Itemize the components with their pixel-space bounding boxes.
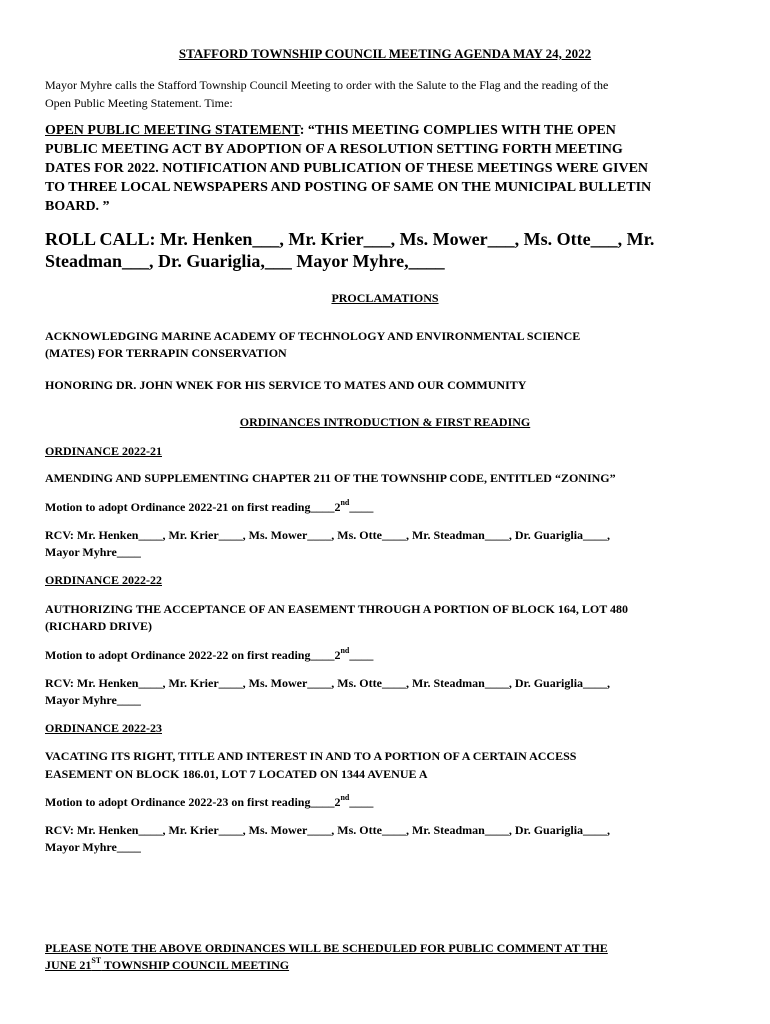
page-title: STAFFORD TOWNSHIP COUNCIL MEETING AGENDA MAY 24, 2022 [178,46,592,61]
ordinance-rcv-line-1: RCV: Mr. Henken____, Mr. Krier____, Ms. Mower____, Ms. Otte____, Mr. Steadman____, Dr. Guariglia____, [45,823,611,837]
ordinance-description: AUTHORIZING THE ACCEPTANCE OF AN EASEMENT THROUGH A PORTION OF BLOCK 164, LOT 480 [45,602,629,616]
ordinance-rcv-line-2: Mayor Myhre____ [45,693,141,707]
opma-statement-line-2: PUBLIC MEETING ACT BY ADOPTION OF A RESOLUTION SETTING FORTH MEETING [45,142,623,157]
intro-line-1: Mayor Myhre calls the Stafford Township Council Meeting to order with the Salute to the Flag and the reading of the [45,78,609,92]
ordinances-heading: ORDINANCES INTRODUCTION & FIRST READING [239,415,531,429]
opma-statement-line-1 [45,123,616,139]
note-line-2 [45,958,289,973]
opma-statement-line-5: BOARD. ” [45,199,110,214]
ordinance-description: VACATING ITS RIGHT, TITLE AND INTEREST IN AND TO A PORTION OF A CERTAIN ACCESS [45,749,577,763]
opma-statement-line-3: DATES FOR 2022. NOTIFICATION AND PUBLICATION OF THESE MEETINGS WERE GIVEN [45,161,649,176]
proclamation-2: HONORING DR. JOHN WNEK FOR HIS SERVICE TO MATES AND OUR COMMUNITY [45,378,527,392]
ordinance-rcv-line-2: Mayor Myhre____ [45,840,141,854]
ordinance-motion [45,500,373,515]
motion-superscript: nd [340,498,350,507]
note-line2-end: TOWNSHIP COUNCIL MEETING [101,958,290,972]
note-date: JUNE 21 [45,958,92,972]
note-line-1: PLEASE NOTE THE ABOVE ORDINANCES WILL BE SCHEDULED FOR PUBLIC COMMENT AT THE [45,941,608,955]
opma-statement-line-4: TO THREE LOCAL NEWSPAPERS AND POSTING OF SAME ON THE MUNICIPAL BULLETIN [45,180,652,195]
ordinance-motion [45,795,373,810]
opma-line1-rest: : “THIS MEETING COMPLIES WITH THE OPEN [299,123,616,138]
motion-blank: ____ [349,500,374,514]
ordinance-description: AMENDING AND SUPPLEMENTING CHAPTER 211 OF THE TOWNSHIP CODE, ENTITLED “ZONING” [45,471,616,485]
motion-superscript: nd [340,646,350,655]
proclamations-heading: PROCLAMATIONS [331,291,439,305]
proclamation-1-line-1: ACKNOWLEDGING MARINE ACADEMY OF TECHNOLOGY AND ENVIRONMENTAL SCIENCE [45,329,581,343]
motion-blank: ____ [349,648,374,662]
motion-text: Motion to adopt Ordinance 2022-23 on first reading____2 [45,795,341,809]
motion-text: Motion to adopt Ordinance 2022-21 on first reading____2 [45,500,341,514]
roll-call-line-2: Steadman___, Dr. Guariglia,___ Mayor Myhre,____ [45,251,445,271]
proclamation-1-line-2: (MATES) FOR TERRAPIN CONSERVATION [45,346,287,360]
note-superscript: ST [91,956,102,965]
intro-line-2: Open Public Meeting Statement. Time: [45,96,233,110]
ordinance-description-line-2: (RICHARD DRIVE) [45,619,152,633]
ordinance-description-line-2: EASEMENT ON BLOCK 186.01, LOT 7 LOCATED ON 1344 AVENUE A [45,767,428,781]
ordinance-rcv-line-2: Mayor Myhre____ [45,545,141,559]
motion-superscript: nd [340,793,350,802]
ordinance-motion [45,648,373,663]
roll-call-line-1: ROLL CALL: Mr. Henken___, Mr. Krier___, Ms. Mower___, Ms. Otte___, Mr. [45,229,655,249]
ordinance-rcv-line-1: RCV: Mr. Henken____, Mr. Krier____, Ms. Mower____, Ms. Otte____, Mr. Steadman____, Dr. Guariglia____, [45,528,611,542]
ordinance-number: ORDINANCE 2022-21 [45,444,162,458]
motion-text: Motion to adopt Ordinance 2022-22 on first reading____2 [45,648,341,662]
motion-blank: ____ [349,795,374,809]
ordinance-number: ORDINANCE 2022-23 [45,721,162,735]
opma-label: OPEN PUBLIC MEETING STATEMENT [45,123,300,138]
ordinance-rcv-line-1: RCV: Mr. Henken____, Mr. Krier____, Ms. Mower____, Ms. Otte____, Mr. Steadman____, Dr. Guariglia____, [45,676,611,690]
ordinance-number: ORDINANCE 2022-22 [45,573,162,587]
